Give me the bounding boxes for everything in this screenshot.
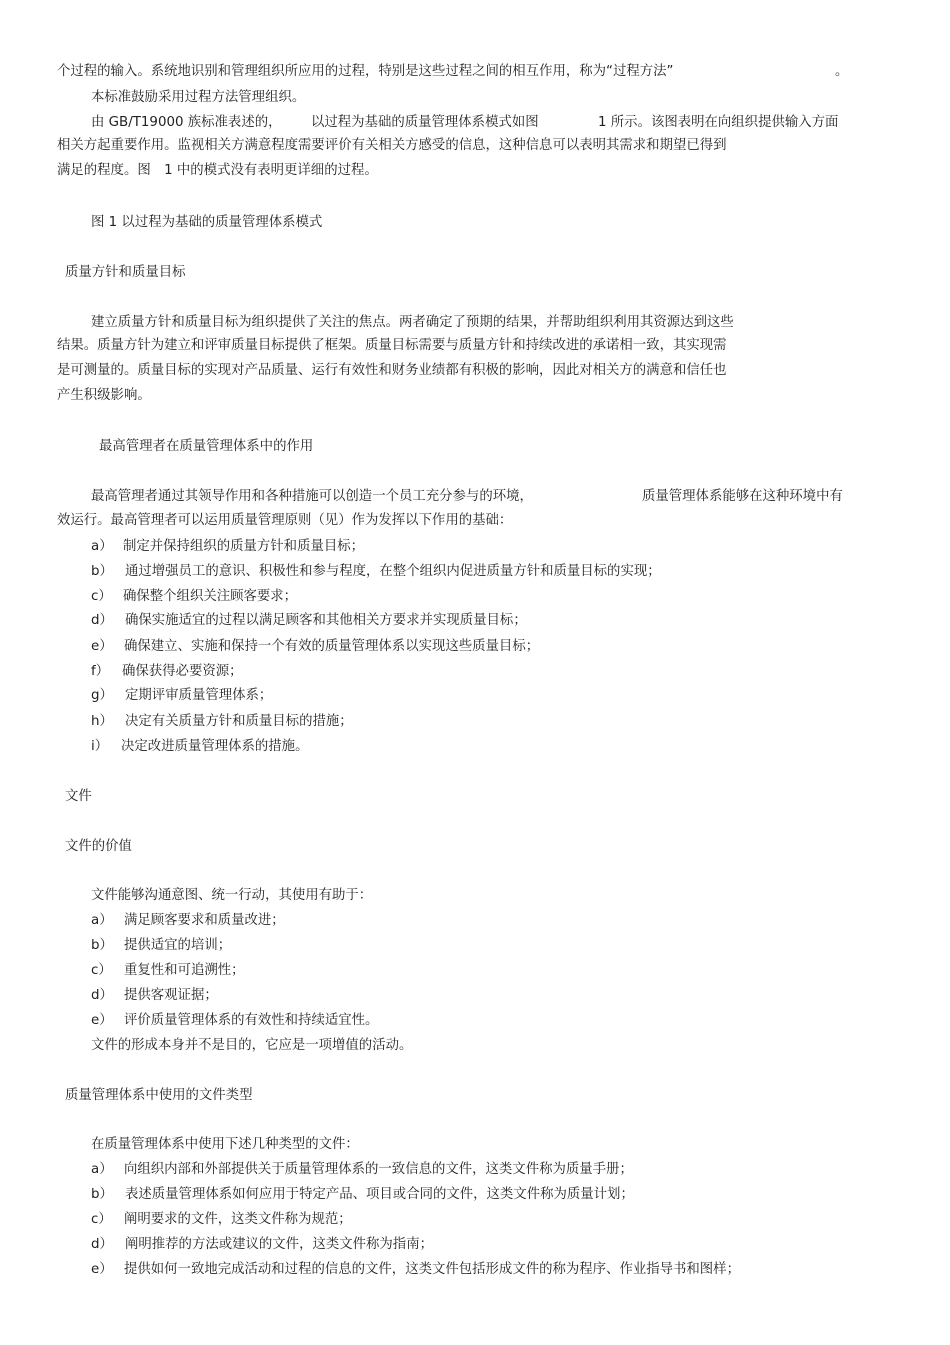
intro-line-1b: 。 [835, 64, 849, 79]
management-line-1a: 最高管理者通过其领导作用和各种措施可以创造一个员工充分参与的环境， [91, 489, 533, 504]
list-item: a） 制定并保持组织的质量方针和质量目标； [91, 539, 365, 554]
list-item: a） 满足顾客要求和质量改进； [91, 913, 285, 928]
list-item: c） 阐明要求的文件，这类文件称为规范； [91, 1212, 352, 1227]
list-item: h） 决定有关质量方针和质量目标的措施； [91, 714, 353, 729]
documents-types-heading: 质量管理体系中使用的文件类型 [65, 1088, 253, 1103]
list-item: c） 重复性和可追溯性； [91, 963, 245, 978]
documents-heading: 文件 [65, 789, 92, 804]
list-item: f） 确保获得必要资源； [91, 664, 243, 679]
list-item: d） 提供客观证据； [91, 988, 218, 1003]
intro-line-5: 满足的程度。图 1 中的模式没有表明更详细的过程。 [57, 163, 378, 178]
management-line-1b: 质量管理体系能够在这种环境中有 [642, 489, 843, 504]
intro-line-3c: 1 所示。该图表明在向组织提供输入方面 [598, 115, 839, 130]
list-item: a） 向组织内部和外部提供关于质量管理体系的一致信息的文件，这类文件称为质量手册； [91, 1162, 633, 1177]
policy-line-3: 是可测量的。质量目标的实现对产品质量、运行有效性和财务业绩都有积极的影响，因此对相关方的满意和信任也 [57, 363, 727, 378]
documents-types-intro: 在质量管理体系中使用下述几种类型的文件： [91, 1137, 359, 1152]
list-item: e） 提供如何一致地完成活动和过程的信息的文件，这类文件包括形成文件的称为程序、作业指导书和图样； [91, 1262, 740, 1277]
list-item: b） 表述质量管理体系如何应用于特定产品、项目或合同的文件，这类文件称为质量计划； [91, 1187, 634, 1202]
documents-value-intro: 文件能够沟通意图、统一行动，其使用有助于： [91, 888, 373, 903]
list-item: b） 通过增强员工的意识、积极性和参与程度，在整个组织内促进质量方针和质量目标的实现； [91, 564, 661, 579]
policy-heading: 质量方针和质量目标 [65, 265, 186, 280]
management-heading: 最高管理者在质量管理体系中的作用 [99, 439, 314, 454]
documents-value-heading: 文件的价值 [65, 839, 132, 854]
list-item: c） 确保整个组织关注顾客要求； [91, 589, 298, 604]
figure-caption: 图 1 以过程为基础的质量管理体系模式 [91, 215, 323, 230]
list-item: d） 阐明推荐的方法或建议的文件，这类文件称为指南； [91, 1237, 433, 1252]
list-item: g） 定期评审质量管理体系； [91, 688, 273, 703]
documents-value-closing: 文件的形成本身并不是目的，它应是一项增值的活动。 [91, 1038, 413, 1053]
management-line-2: 效运行。最高管理者可以运用质量管理原则（见）作为发挥以下作用的基础： [57, 513, 513, 528]
list-item: i） 决定改进质量管理体系的措施。 [91, 739, 309, 754]
intro-line-3a: 由 GB/T19000 族标准表述的， [91, 115, 282, 130]
intro-line-2: 本标准鼓励采用过程方法管理组织。 [91, 90, 306, 105]
list-item: d） 确保实施适宜的过程以满足顾客和其他相关方要求并实现质量目标； [91, 613, 527, 628]
policy-line-2: 结果。质量方针为建立和评审质量目标提供了框架。质量目标需要与质量方针和持续改进的承诺相一致，其实现需 [57, 338, 727, 353]
intro-line-3b: 以过程为基础的质量管理体系模式如图 [311, 115, 539, 130]
intro-line-4: 相关方起重要作用。监视相关方满意程度需要评价有关相关方感受的信息，这种信息可以表明其需求和期望已得到 [57, 138, 727, 153]
policy-line-1: 建立质量方针和质量目标为组织提供了关注的焦点。两者确定了预期的结果，并帮助组织利用其资源达到这些 [91, 315, 734, 330]
list-item: e） 确保建立、实施和保持一个有效的质量管理体系以实现这些质量目标； [91, 639, 540, 654]
list-item: b） 提供适宜的培训； [91, 938, 232, 953]
intro-line-1a: 个过程的输入。系统地识别和管理组织所应用的过程，特别是这些过程之间的相互作用，称为“过程方法” [57, 64, 674, 79]
policy-line-4: 产生积级影响。 [57, 388, 151, 403]
list-item: e） 评价质量管理体系的有效性和持续适宜性。 [91, 1013, 379, 1028]
